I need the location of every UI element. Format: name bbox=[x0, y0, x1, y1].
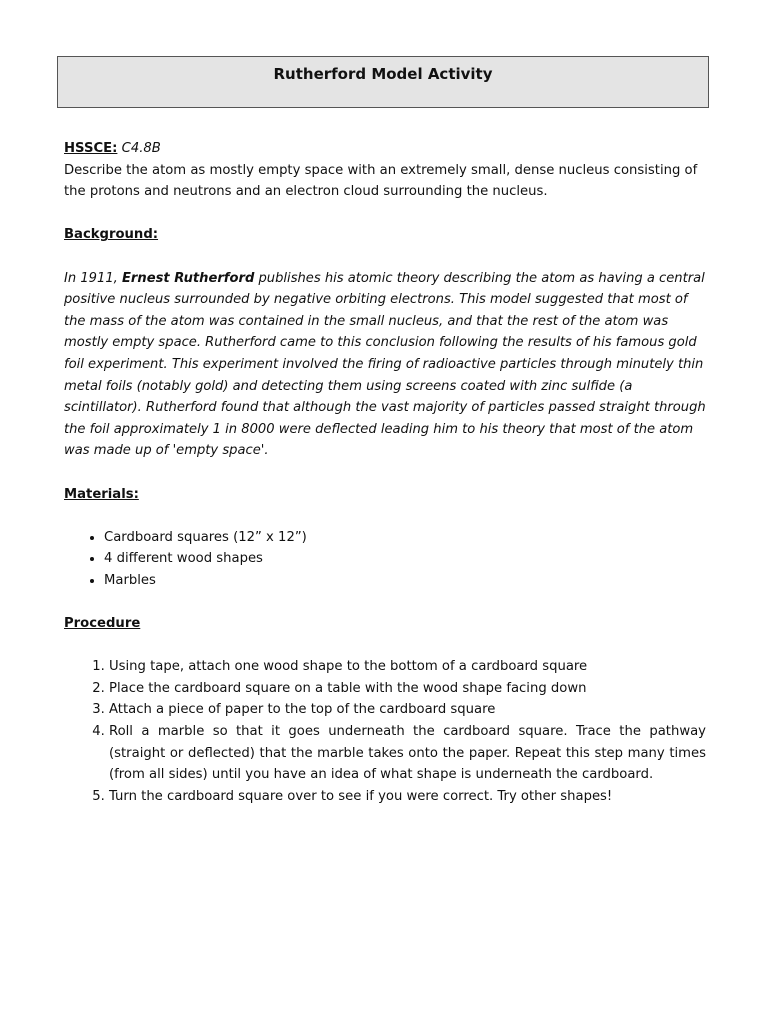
procedure-step: 3. Attach a piece of paper to the top of the cardboard square bbox=[109, 699, 706, 721]
procedure-step: 5. Turn the cardboard square over to see if you were correct. Try other shapes! bbox=[109, 786, 706, 808]
rutherford-name: Ernest Rutherford bbox=[121, 270, 255, 286]
materials-list bbox=[64, 527, 706, 592]
document-body bbox=[64, 138, 706, 807]
procedure-step: 4. Roll a marble so that it goes underneath the cardboard square. Trace the pathway (straight or deflected) that the marble takes onto the paper. Repeat this step many times (from all sides) until you have an idea of what shape is underneath the cardboard. bbox=[109, 721, 706, 786]
page-title: Rutherford Model Activity bbox=[273, 65, 493, 83]
procedure-label: Procedure bbox=[64, 616, 141, 632]
hssce-label: HSSCE: bbox=[64, 141, 118, 156]
materials-item: • Marbles bbox=[104, 570, 706, 592]
hssce-description: Describe the atom as mostly empty space with an extremely small, dense nucleus consisting of the protons and neutrons and an electron cloud surrounding the nucleus. bbox=[64, 162, 698, 200]
background-paragraph bbox=[64, 268, 706, 462]
hssce-code: C4.8B bbox=[121, 141, 161, 156]
procedure-step: 2. Place the cardboard square on a table with the wood shape facing down bbox=[109, 678, 706, 700]
procedure-step: 1. Using tape, attach one wood shape to the bottom of a cardboard square bbox=[109, 656, 706, 678]
materials-item: • Cardboard squares (12” x 12”) bbox=[104, 527, 706, 549]
background-intro: In 1911, bbox=[64, 270, 122, 286]
materials-item: • 4 different wood shapes bbox=[104, 548, 706, 570]
background-label: Background: bbox=[64, 227, 159, 243]
background-text: publishes his atomic theory describing the atom as having a central positive nucleus surrounded by negative orbiting electrons. This model suggested that most of the mass of the atom was contained in the small nucleus, and that the rest of the atom was mostly empty space. Rutherford came to this conclusion following the results of his famous gold foil experiment. This experiment involved the firing of radioactive particles through minutely thin metal foils (notably gold) and detecting them using screens coated with zinc sulfide (a scintillator). Rutherford found that although the vast majority of particles passed straight through the foil approximately 1 in 8000 were deflected leading him to his theory that most of the atom was made up of 'empty space'. bbox=[64, 270, 706, 459]
procedure-list bbox=[64, 656, 706, 807]
hssce-line bbox=[64, 138, 706, 160]
title-box bbox=[57, 56, 709, 108]
materials-label: Materials: bbox=[64, 486, 139, 502]
